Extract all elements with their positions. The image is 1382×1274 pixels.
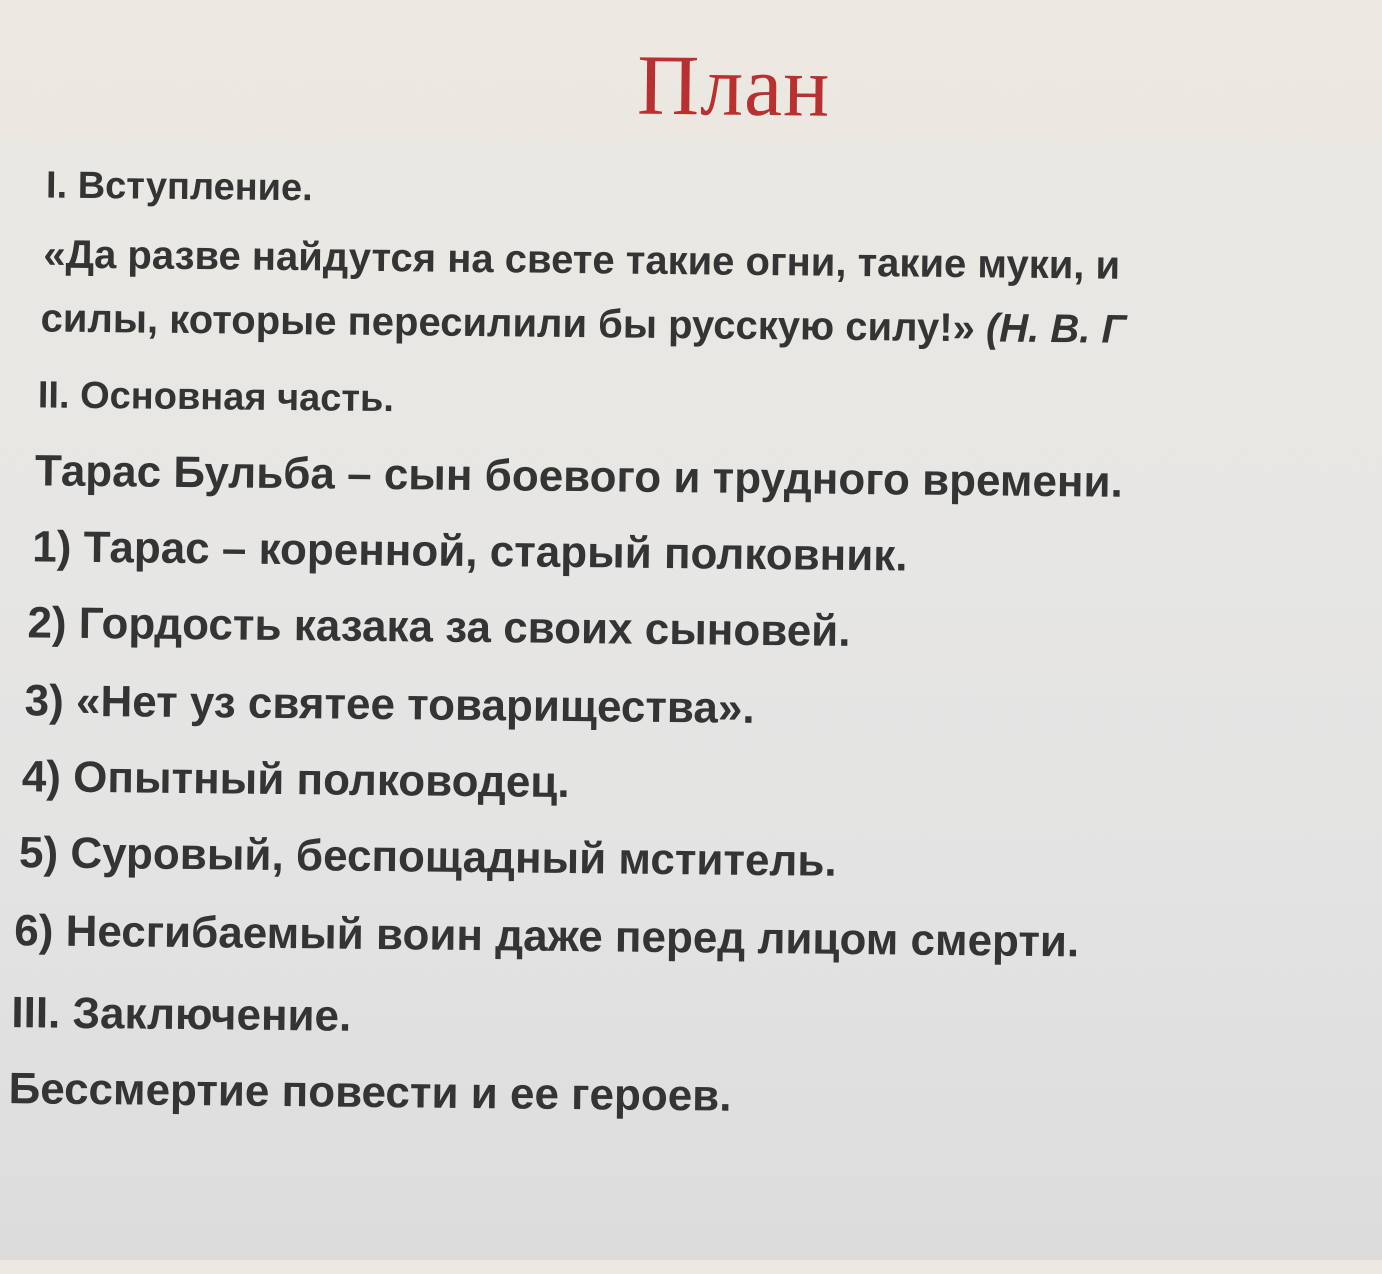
quote-author: (Н. В. Г — [985, 306, 1127, 352]
page-title: План — [636, 36, 831, 135]
conclusion-heading: III. Заключение. — [11, 988, 352, 1041]
quote-line-1: «Да разве найдутся на свете такие огни, такие муки, и — [43, 232, 1121, 288]
intro-heading: I. Вступление. — [45, 164, 313, 210]
conclusion-text: Бессмертие повести и ее героев. — [8, 1064, 732, 1121]
main-heading: II. Основная часть. — [37, 374, 395, 421]
quote-text: силы, которые пересилили бы русскую силу!» — [40, 296, 976, 351]
list-item: 4) Опытный полководец. — [21, 752, 570, 808]
main-thesis: Тарас Бульба – сын боевого и трудного времени. — [34, 446, 1124, 507]
list-item: 2) Гордость казака за своих сыновей. — [27, 598, 851, 656]
list-item: 6) Несгибаемый воин даже перед лицом смерти. — [13, 906, 1080, 967]
list-item: 1) Тарас – коренной, старый полковник. — [32, 522, 908, 581]
quote-line-2 — [40, 296, 1126, 352]
list-item: 3) «Нет уз святее товарищества». — [24, 676, 755, 733]
list-item: 5) Суровый, беспощадный мститель. — [18, 828, 837, 886]
